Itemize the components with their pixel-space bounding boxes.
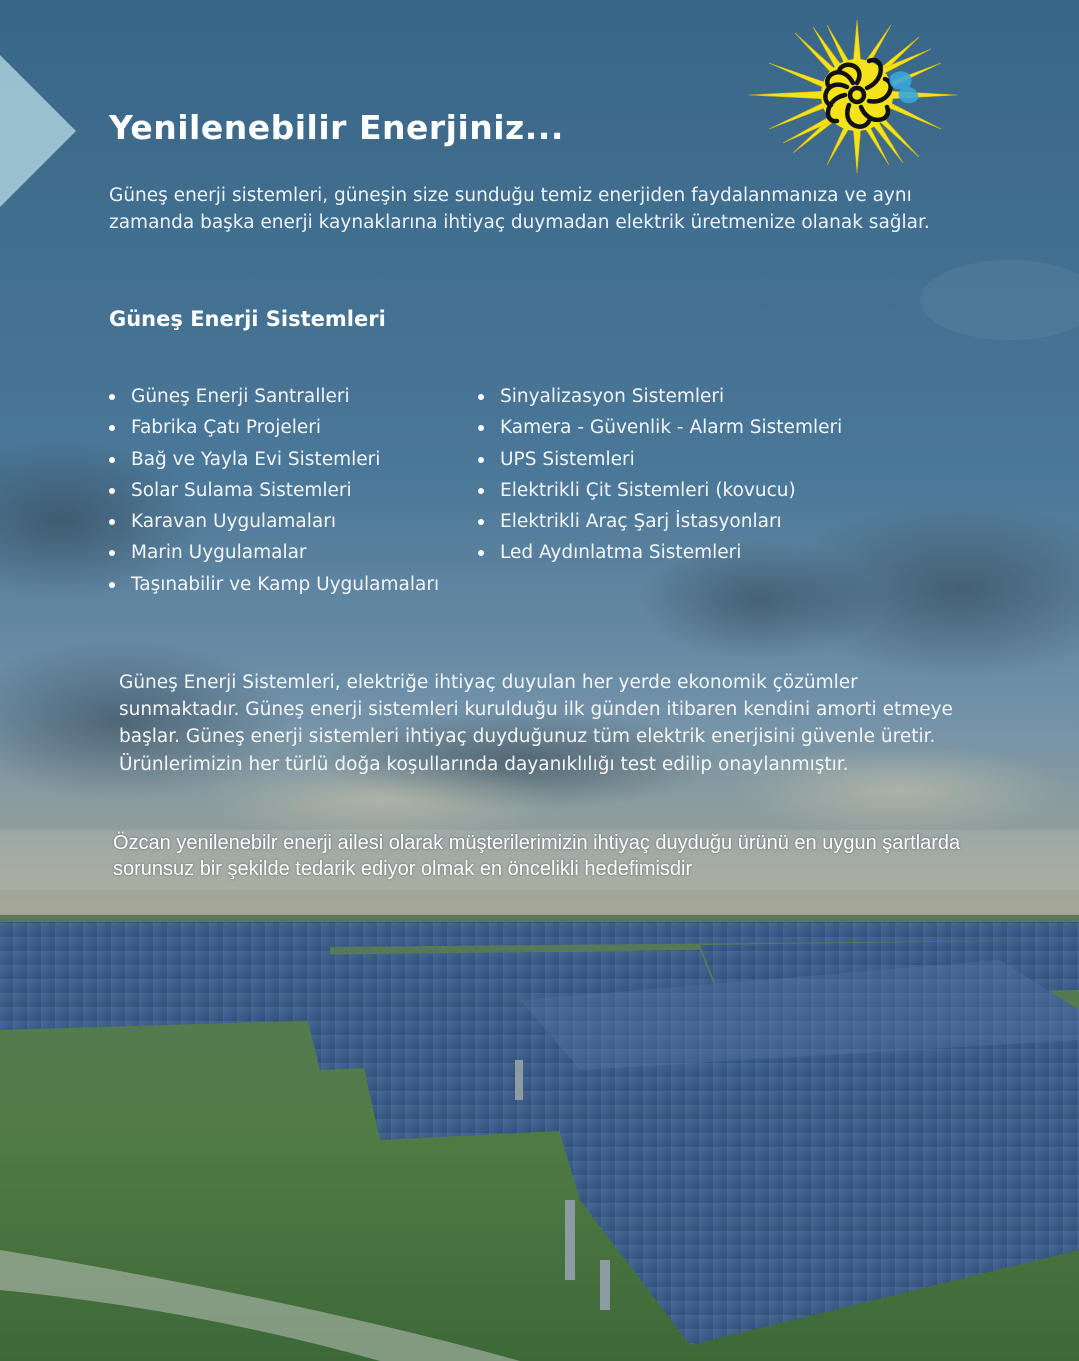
list-item: Sinyalizasyon Sistemleri [478,381,842,412]
list-item: Led Aydınlatma Sistemleri [478,537,842,568]
list-item: Fabrika Çatı Projeleri [109,412,439,443]
list-item: Bağ ve Yayla Evi Sistemleri [109,444,439,475]
list-item: Elektrikli Araç Şarj İstasyonları [478,506,842,537]
intro-paragraph: Güneş enerji sistemleri, güneşin size sunduğu temiz enerjiden faydalanmanıza ve aynı zamanda başka enerji kaynaklarına ihtiyaç duymadan elektrik üretmenize olanak sağlar. [109,185,930,233]
list-item: UPS Sistemleri [478,444,842,475]
page-title: Yenilenebilir Enerjiniz... [109,108,564,147]
list-item: Güneş Enerji Santralleri [109,381,439,412]
list-item: Karavan Uygulamaları [109,506,439,537]
sun-spiral-logo-icon [745,12,965,182]
mission-statement: Özcan yenilenebilr enerji ailesi olarak müşterilerimizin ihtiyaç duyduğu ürünü en uygun şartlarda sorunsuz bir şekilde tedarik ediyor olmak en öncelikli hedefimisdir [113,832,961,880]
systems-list-right [478,381,842,569]
systems-list-left [109,381,439,600]
description-paragraph: Güneş Enerji Sistemleri, elektriğe ihtiyaç duyulan her yerde ekonomik çözümler sunmaktadır. Güneş enerji sistemleri kurulduğu ilk günden itibaren kendini amorti etmeye başlar. Güneş enerji sistemleri ihtiyaç duyduğunuz tüm elektrik enerjisini güvenle üretir. Ürünlerimizin her türlü doğa koşullarında dayanıklılığı test edilip onaylanmıştır. [119,672,953,775]
list-item: Solar Sulama Sistemleri [109,475,439,506]
list-item: Kamera - Güvenlik - Alarm Sistemleri [478,412,842,443]
section-title: Güneş Enerji Sistemleri [109,307,386,331]
list-item: Taşınabilir ve Kamp Uygulamaları [109,569,439,600]
triangle-accent-icon [0,55,78,207]
list-item: Marin Uygulamalar [109,537,439,568]
list-item: Elektrikli Çit Sistemleri (kovucu) [478,475,842,506]
